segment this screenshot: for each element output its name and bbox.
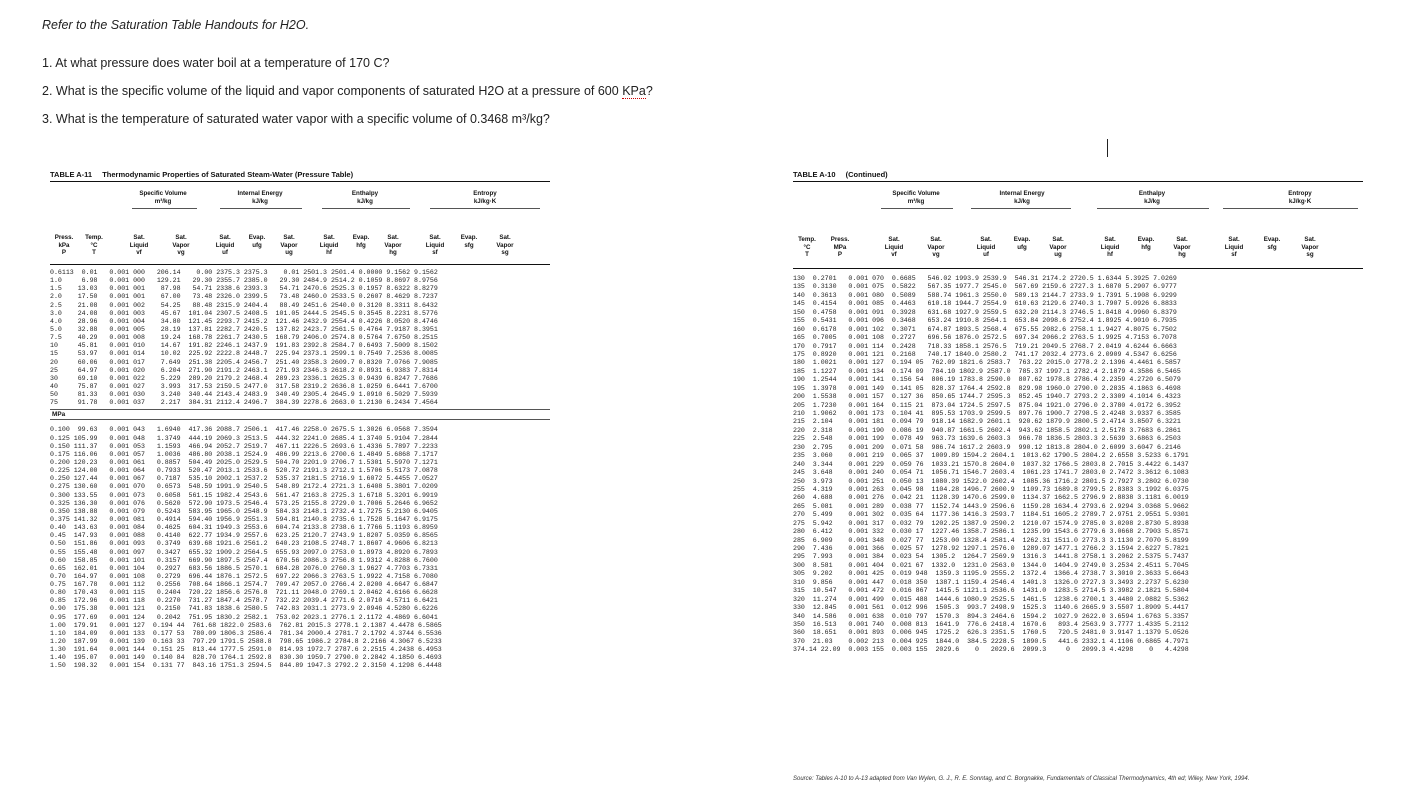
table-row: 0.200 120.23 0.001 061 0.8857 504.49 2025.0 2529.5 504.70 2201.9 2706.7 1.5301 5.5970 7.1271 bbox=[50, 458, 438, 466]
table-row: 0.75 167.78 0.001 112 0.2556 708.64 1866.1 2574.7 709.47 2057.0 2766.4 2.0200 4.6647 6.6847 bbox=[50, 581, 438, 589]
table-row: 270 5.499 0.001 302 0.035 64 1177.36 1416.3 2593.7 1184.51 1605.2 2789.7 2.9751 2.9551 5.9301 bbox=[793, 511, 1189, 519]
col-ug: Sat. Vapor ug bbox=[280, 234, 298, 256]
col-hfg: Evap. hfg bbox=[352, 234, 370, 249]
table-row: 30 69.10 0.001 022 5.229 289.20 2179.2 2468.4 289.23 2336.1 2625.3 0.9439 6.8247 7.7686 bbox=[50, 374, 438, 382]
table-row: 0.50 151.86 0.001 093 0.3749 639.68 1921.6 2561.2 640.23 2108.5 2748.7 1.8607 4.9606 6.8213 bbox=[50, 540, 438, 548]
table-row: 155 0.5431 0.001 096 0.3468 653.24 1910.8 2564.1 653.84 2098.6 2752.4 1.8925 4.9010 6.7935 bbox=[793, 317, 1177, 325]
table-row: 0.40 143.63 0.001 084 0.4625 604.31 1949.3 2553.6 604.74 2133.8 2738.6 1.7766 5.1193 6.8959 bbox=[50, 524, 438, 532]
table-row: 215 2.104 0.001 181 0.094 79 918.14 1682.9 2601.1 920.62 1879.9 2800.5 2.4714 3.8507 6.3221 bbox=[793, 418, 1181, 426]
table-row: 0.85 172.96 0.001 118 0.2270 731.27 1847.4 2578.7 732.22 2039.4 2771.6 2.0710 4.5711 6.6421 bbox=[50, 597, 438, 605]
table-row: 50 81.33 0.001 030 3.240 340.44 2143.4 2483.9 340.49 2305.4 2645.9 1.0910 6.5029 7.5939 bbox=[50, 391, 438, 399]
table-row: 260 4.688 0.001 276 0.042 21 1128.39 1470.6 2599.0 1134.37 1662.5 2796.9 2.8838 3.1181 6.0019 bbox=[793, 494, 1189, 502]
table-row: 285 6.909 0.001 348 0.027 77 1253.00 1328.4 2581.4 1262.31 1511.0 2773.3 3.1130 2.7070 5.8199 bbox=[793, 536, 1189, 544]
col-pressure: Press. MPa P bbox=[830, 236, 850, 258]
table-row: 20 60.06 0.001 017 7.649 251.38 2205.4 2456.7 251.40 2358.3 2609.7 0.8320 7.0766 7.9085 bbox=[50, 358, 438, 366]
table-row: 175 0.8920 0.001 121 0.2168 740.17 1840.0 2580.2 741.17 2032.4 2773.6 2.0909 4.5347 6.6256 bbox=[793, 350, 1177, 358]
table-row: 185 1.1227 0.001 134 0.174 09 784.10 1802.9 2587.0 785.37 1997.1 2782.4 2.1879 4.3586 6.5465 bbox=[793, 367, 1181, 375]
table-row: 195 1.3978 0.001 149 0.141 05 828.37 1764.4 2592.8 829.98 1960.0 2790.0 2.2835 4.1863 6.4698 bbox=[793, 384, 1181, 392]
col-hfg: Evap. hfg bbox=[1137, 236, 1155, 251]
table-row: 1.10 184.09 0.001 133 0.177 53 780.09 1806.3 2586.4 781.34 2000.4 2781.7 2.1792 4.3744 6.5536 bbox=[50, 629, 442, 637]
table-row: 370 21.03 0.002 213 0.004 925 1844.0 384.5 2228.5 1890.5 441.6 2332.1 4.1106 0.6865 4.7971 bbox=[793, 637, 1189, 645]
table-row: 315 10.547 0.001 472 0.016 867 1415.5 1121.1 2536.6 1431.0 1283.5 2714.5 3.3982 2.1821 5.5804 bbox=[793, 587, 1189, 595]
table-row: 2.5 21.08 0.001 002 54.25 88.48 2315.9 2404.4 88.49 2451.6 2540.0 0.3120 8.3311 8.6432 bbox=[50, 301, 438, 309]
table-row: 0.350 138.88 0.001 079 0.5243 583.95 1965.0 2548.9 584.33 2148.1 2732.4 1.7275 5.2130 6.9405 bbox=[50, 507, 438, 515]
group-internal-energy: Internal Energy kJ/kg bbox=[237, 190, 283, 205]
table-row: 230 2.795 0.001 209 0.071 58 986.74 1617.2 2603.9 990.12 1813.8 2804.0 2.6099 3.6047 6.2146 bbox=[793, 443, 1181, 451]
col-vg: Sat. Vapor vg bbox=[172, 234, 190, 256]
table-a11-mpa-rows bbox=[50, 426, 550, 670]
table-row: 1.40 195.07 0.001 149 0.140 84 828.70 1764.1 2592.8 830.30 1959.7 2790.0 2.2842 4.1850 6.4693 bbox=[50, 654, 442, 662]
table-row: 1.30 191.64 0.001 144 0.151 25 813.44 1777.5 2591.0 814.93 1972.7 2787.6 2.2515 4.2438 6.4953 bbox=[50, 646, 442, 654]
table-row: 0.45 147.93 0.001 088 0.4140 622.77 1934.9 2557.6 623.25 2120.7 2743.9 1.8207 5.0359 6.8565 bbox=[50, 532, 438, 540]
col-sf: Sat. Liquid sf bbox=[425, 234, 445, 256]
table-row: 220 2.318 0.001 190 0.086 19 940.87 1661.5 2602.4 943.62 1858.5 2802.1 2.5178 3.7683 6.2861 bbox=[793, 426, 1181, 434]
question-2-text: 2. What is the specific volume of the liquid and vapor components of saturated H2O at a pressure of 600 bbox=[42, 84, 619, 98]
table-a11-title: Thermodynamic Properties of Saturated Steam-Water (Pressure Table) bbox=[102, 170, 354, 179]
table-row: 374.14 22.09 0.003 155 0.003 155 2029.6 0 2029.6 2099.3 0 2099.3 4.4298 0 4.4298 bbox=[793, 646, 1189, 654]
table-row: 0.225 124.00 0.001 064 0.7933 520.47 2013.1 2533.6 520.72 2191.3 2712.1 1.5706 5.5173 7.0878 bbox=[50, 467, 438, 475]
table-row: 245 3.648 0.001 240 0.054 71 1056.71 1546.7 2603.4 1061.23 1741.7 2803.0 2.7472 3.3612 6.1083 bbox=[793, 469, 1189, 477]
table-row: 295 7.993 0.001 384 0.023 54 1305.2 1264.7 2569.9 1316.3 1441.8 2758.1 3.2062 2.5375 5.7437 bbox=[793, 553, 1189, 561]
table-row: 0.70 164.97 0.001 108 0.2729 696.44 1876.1 2572.5 697.22 2066.3 2763.5 1.9922 4.7158 6.7080 bbox=[50, 572, 438, 580]
table-row: 300 8.581 0.001 404 0.021 67 1332.0 1231.0 2563.0 1344.0 1404.9 2749.0 3.2534 2.4511 5.7045 bbox=[793, 561, 1189, 569]
table-row: 25 64.97 0.001 020 6.204 271.90 2191.2 2463.1 271.93 2346.3 2618.2 0.8931 6.9383 7.8314 bbox=[50, 366, 438, 374]
col-temperature: Temp. °C T bbox=[85, 234, 103, 256]
table-a11 bbox=[50, 170, 550, 671]
col-uf: Sat. Liquid uf bbox=[976, 236, 996, 258]
col-vf: Sat. Liquid vf bbox=[129, 234, 149, 256]
col-ug: Sat. Vapor ug bbox=[1049, 236, 1067, 258]
question-1: 1. At what pressure does water boil at a temperature of 170 C? bbox=[42, 56, 390, 70]
table-row: 305 9.202 0.001 425 0.019 948 1359.3 1195.9 2555.2 1372.4 1366.4 2738.7 3.3010 2.3633 5.6643 bbox=[793, 570, 1189, 578]
table-row: 190 1.2544 0.001 141 0.156 54 806.19 1783.8 2590.0 807.62 1978.8 2786.4 2.2359 4.2720 6.5079 bbox=[793, 376, 1181, 384]
table-row: 1.0 6.98 0.001 000 129.21 29.30 2355.7 2385.0 29.30 2484.9 2514.2 0.1059 8.8697 8.9756 bbox=[50, 277, 438, 285]
group-specific-volume: Specific Volume m³/kg bbox=[892, 190, 940, 205]
group-enthalpy: Enthalpy kJ/kg bbox=[351, 190, 379, 205]
table-row: 10 45.81 0.001 010 14.67 191.82 2246.1 2437.9 191.83 2392.8 2584.7 0.6493 7.5009 8.1502 bbox=[50, 342, 438, 350]
table-row: 150 0.4758 0.001 091 0.3928 631.68 1927.9 2559.5 632.20 2114.3 2746.5 1.8418 4.9960 6.8379 bbox=[793, 308, 1177, 316]
table-row: 0.95 177.69 0.001 124 0.2042 751.95 1830.2 2582.1 753.02 2023.1 2776.1 2.1172 4.4869 6.6041 bbox=[50, 613, 438, 621]
table-a11-label: TABLE A-11 bbox=[50, 170, 93, 179]
table-row: 265 5.081 0.001 289 0.038 77 1152.74 1443.9 2596.6 1159.28 1634.4 2793.6 2.9294 3.0368 5.9662 bbox=[793, 502, 1189, 510]
table-row: 0.65 162.01 0.001 104 0.2927 683.56 1886.5 2570.1 684.28 2076.0 2760.3 1.9627 4.7703 6.7331 bbox=[50, 564, 438, 572]
question-2-tail: ? bbox=[645, 84, 653, 98]
table-row: 0.100 99.63 0.001 043 1.6940 417.36 2088.7 2506.1 417.46 2258.0 2675.5 1.3026 6.0568 7.3594 bbox=[50, 426, 438, 434]
col-ufg: Evap. ufg bbox=[248, 234, 266, 249]
table-row: 1.50 198.32 0.001 154 0.131 77 843.16 1751.3 2594.5 844.89 1947.3 2792.2 2.3150 4.1298 6.4448 bbox=[50, 662, 442, 670]
table-row: 200 1.5538 0.001 157 0.127 36 850.65 1744.7 2595.3 852.45 1940.7 2793.2 2.3309 4.1014 6.4323 bbox=[793, 393, 1181, 401]
table-a10-title: (Continued) bbox=[845, 170, 888, 179]
table-a10 bbox=[793, 170, 1363, 655]
table-row: 250 3.973 0.001 251 0.050 13 1080.39 1522.0 2602.4 1085.36 1716.2 2801.5 2.7927 3.2802 6.0730 bbox=[793, 477, 1189, 485]
table-row: 0.55 155.48 0.001 097 0.3427 655.32 1909.2 2564.5 655.93 2097.0 2753.0 1.8973 4.8920 6.7893 bbox=[50, 548, 438, 556]
table-row: 140 0.3613 0.001 080 0.5089 588.74 1961.3 2550.0 589.13 2144.7 2733.9 1.7391 5.1908 6.9299 bbox=[793, 291, 1177, 299]
table-row: 320 11.274 0.001 499 0.015 488 1444.6 1080.9 2525.5 1461.5 1238.6 2700.1 3.4480 2.0882 5.5362 bbox=[793, 595, 1189, 603]
table-row: 75 91.78 0.001 037 2.217 384.31 2112.4 2496.7 384.39 2278.6 2663.0 1.2130 6.2434 7.4564 bbox=[50, 399, 438, 407]
table-a11-kpa-rows bbox=[50, 269, 550, 407]
col-sfg: Evap. sfg bbox=[1263, 236, 1281, 251]
col-hf: Sat. Liquid hf bbox=[1100, 236, 1120, 258]
col-sg: Sat. Vapor sg bbox=[496, 234, 514, 256]
table-row: 0.125 105.99 0.001 048 1.3749 444.19 2069.3 2513.5 444.32 2241.0 2685.4 1.3740 5.9104 7.2844 bbox=[50, 434, 438, 442]
col-sf: Sat. Liquid sf bbox=[1224, 236, 1244, 258]
table-row: 0.150 111.37 0.001 053 1.1593 466.94 2052.7 2519.7 467.11 2226.5 2693.6 1.4336 5.7897 7.2233 bbox=[50, 442, 438, 450]
group-internal-energy: Internal Energy kJ/kg bbox=[999, 190, 1045, 205]
col-sg: Sat. Vapor sg bbox=[1301, 236, 1319, 258]
table-a10-caption bbox=[793, 170, 1363, 182]
table-row: 135 0.3130 0.001 075 0.5822 567.35 1977.7 2545.0 567.69 2159.6 2727.3 1.6870 5.2907 6.9777 bbox=[793, 283, 1177, 291]
table-row: 2.0 17.50 0.001 001 67.00 73.48 2326.0 2399.5 73.48 2460.0 2533.5 0.2607 8.4629 8.7237 bbox=[50, 293, 438, 301]
col-hf: Sat. Liquid hf bbox=[319, 234, 339, 256]
table-row: 0.60 158.85 0.001 101 0.3157 669.90 1897.5 2567.4 670.56 2086.3 2756.8 1.9312 4.8288 6.7600 bbox=[50, 556, 438, 564]
question-2 bbox=[42, 84, 653, 98]
table-row: 235 3.060 0.001 219 0.065 37 1009.89 1594.2 2604.1 1013.62 1790.5 2804.2 2.6558 3.5233 6.1791 bbox=[793, 452, 1189, 460]
table-row: 4.0 28.96 0.001 004 34.80 121.45 2293.7 2415.2 121.46 2432.9 2554.4 0.4226 8.0520 8.4746 bbox=[50, 317, 438, 325]
table-row: 1.5 13.03 0.001 001 87.98 54.71 2338.6 2393.3 54.71 2470.6 2525.3 0.1957 8.6322 8.8279 bbox=[50, 285, 438, 293]
table-row: 165 0.7005 0.001 108 0.2727 696.56 1876.0 2572.5 697.34 2066.2 2763.5 1.9925 4.7153 6.7078 bbox=[793, 334, 1177, 342]
table-row: 130 0.2701 0.001 070 0.6685 546.02 1993.9 2539.9 546.31 2174.2 2720.5 1.6344 5.3925 7.0269 bbox=[793, 275, 1177, 282]
table-row: 330 12.845 0.001 561 0.012 996 1505.3 993.7 2498.9 1525.3 1140.6 2665.9 3.5507 1.8909 5.4417 bbox=[793, 604, 1189, 612]
table-row: 40 75.87 0.001 027 3.993 317.53 2159.5 2477.0 317.58 2319.2 2636.8 1.0259 6.6441 7.6700 bbox=[50, 382, 438, 390]
table-row: 340 14.586 0.001 638 0.010 797 1570.3 894.3 2464.6 1594.2 1027.9 2622.0 3.6594 1.6763 5.3357 bbox=[793, 612, 1189, 620]
col-vg: Sat. Vapor vg bbox=[927, 236, 945, 258]
col-pressure: Press. kPa P bbox=[54, 234, 74, 256]
table-row: 310 9.856 0.001 447 0.018 350 1387.1 1159.4 2546.4 1401.3 1326.0 2727.3 3.3493 2.2737 5.6230 bbox=[793, 578, 1189, 586]
table-row: 3.0 24.08 0.001 003 45.67 101.04 2307.5 2408.5 101.05 2444.5 2545.5 0.3545 8.2231 8.5776 bbox=[50, 309, 438, 317]
table-row: 210 1.9062 0.001 173 0.104 41 895.53 1703.9 2599.5 897.76 1900.7 2798.5 2.4248 3.9337 6.3585 bbox=[793, 410, 1181, 417]
table-row: 1.00 179.91 0.001 127 0.194 44 761.68 1822.0 2583.6 762.81 2015.3 2778.1 2.1387 4.4478 6.5865 bbox=[50, 621, 442, 629]
table-row: 280 6.412 0.001 332 0.030 17 1227.46 1358.7 2586.1 1235.99 1543.6 2779.6 3.0668 2.7903 5.8571 bbox=[793, 528, 1189, 536]
table-row: 5.0 32.88 0.001 005 28.19 137.81 2282.7 2420.5 137.82 2423.7 2561.5 0.4764 7.9187 8.3951 bbox=[50, 325, 438, 333]
table-row: 0.6113 0.01 0.001 000 206.14 0.00 2375.3 2375.3 0.01 2501.3 2501.4 0.0000 9.1562 9.1562 bbox=[50, 269, 438, 276]
table-a11-caption bbox=[50, 170, 550, 182]
table-row: 160 0.6178 0.001 102 0.3071 674.87 1893.5 2568.4 675.55 2082.6 2758.1 1.9427 4.8075 6.7502 bbox=[793, 325, 1177, 333]
group-specific-volume: Specific Volume m³/kg bbox=[139, 190, 187, 205]
group-entropy: Entropy kJ/kg·K bbox=[473, 190, 497, 205]
col-sfg: Evap. sfg bbox=[460, 234, 478, 249]
table-a11-unit-break: MPa bbox=[50, 409, 550, 420]
table-a11-header bbox=[50, 182, 550, 265]
table-a10-label: TABLE A-10 bbox=[793, 170, 836, 179]
table-row: 0.375 141.32 0.001 081 0.4914 594.40 1956.9 2551.3 594.81 2140.8 2735.6 1.7528 5.1647 6.9175 bbox=[50, 515, 438, 523]
table-row: 205 1.7230 0.001 164 0.115 21 873.04 1724.5 2597.5 875.04 1921.0 2796.0 2.3780 4.0172 6.3952 bbox=[793, 401, 1181, 409]
table-row: 0.300 133.55 0.001 073 0.6058 561.15 1982.4 2543.6 561.47 2163.8 2725.3 1.6718 5.3201 6.9919 bbox=[50, 491, 438, 499]
table-row: 7.5 40.29 0.001 008 19.24 168.78 2261.7 2430.5 168.79 2406.0 2574.8 0.5764 7.6750 8.2515 bbox=[50, 334, 438, 342]
table-row: 180 1.0021 0.001 127 0.194 05 762.09 1821.6 2583.7 763.22 2015.0 2778.2 2.1396 4.4461 6.5857 bbox=[793, 359, 1181, 367]
table-row: 0.80 170.43 0.001 115 0.2404 720.22 1856.6 2576.8 721.11 2048.0 2769.1 2.0462 4.6166 6.6628 bbox=[50, 589, 438, 597]
table-row: 240 3.344 0.001 229 0.059 76 1033.21 1570.8 2604.0 1037.32 1766.5 2803.8 2.7015 3.4422 6.1437 bbox=[793, 460, 1189, 468]
table-row: 15 53.97 0.001 014 10.02 225.92 2222.8 2448.7 225.94 2373.1 2599.1 0.7549 7.2536 8.0085 bbox=[50, 350, 438, 358]
col-hg: Sat. Vapor hg bbox=[1173, 236, 1191, 258]
table-a10-rows bbox=[793, 275, 1363, 655]
table-row: 170 0.7917 0.001 114 0.2428 718.33 1858.1 2576.5 719.21 2049.5 2768.7 2.0419 4.6244 6.6663 bbox=[793, 342, 1177, 350]
question-2-unit: KPa bbox=[622, 84, 646, 98]
col-vf: Sat. Liquid vf bbox=[884, 236, 904, 258]
col-temperature: Temp. °C T bbox=[798, 236, 816, 258]
table-row: 360 18.651 0.001 893 0.006 945 1725.2 626.3 2351.5 1760.5 720.5 2481.0 3.9147 1.1379 5.0526 bbox=[793, 629, 1189, 637]
col-hg: Sat. Vapor hg bbox=[384, 234, 402, 256]
table-row: 145 0.4154 0.001 085 0.4463 610.18 1944.7 2554.9 610.63 2129.6 2740.3 1.7907 5.0926 6.8833 bbox=[793, 300, 1177, 308]
intro-text: Refer to the Saturation Table Handouts for H2O. bbox=[42, 18, 310, 32]
table-row: 350 16.513 0.001 740 0.008 813 1641.9 776.6 2418.4 1670.6 893.4 2563.9 3.7777 1.4335 5.2112 bbox=[793, 620, 1189, 628]
question-3: 3. What is the temperature of saturated water vapor with a specific volume of 0.3468 m³/kg? bbox=[42, 112, 550, 126]
table-row: 275 5.942 0.001 317 0.032 79 1202.25 1387.9 2590.2 1210.07 1574.9 2785.0 3.0208 2.8730 5.8938 bbox=[793, 519, 1189, 527]
table-row: 290 7.436 0.001 366 0.025 57 1278.92 1297.1 2576.0 1289.07 1477.1 2766.2 3.1594 2.6227 5.7821 bbox=[793, 545, 1189, 552]
source-note: Source: Tables A-10 to A-13 adapted from Van Wylen, G. J., R. E. Sonntag, and C. Borgnakke, Fundamentals of Classical Thermodynamics, 4th ed; Wiley, New York, 1994. bbox=[793, 776, 1250, 782]
table-row: 0.175 116.06 0.001 057 1.0036 486.80 2038.1 2524.9 486.99 2213.6 2700.6 1.4849 5.6868 7.1717 bbox=[50, 450, 438, 458]
table-row: 0.275 130.60 0.001 070 0.6573 548.59 1991.9 2540.5 548.89 2172.4 2721.3 1.6408 5.3801 7.0209 bbox=[50, 483, 438, 491]
table-row: 255 4.319 0.001 263 0.045 98 1104.28 1496.7 2600.9 1109.73 1689.8 2799.5 2.8383 3.1992 6.0375 bbox=[793, 485, 1189, 493]
text-cursor bbox=[1107, 139, 1108, 157]
col-uf: Sat. Liquid uf bbox=[215, 234, 235, 256]
group-entropy: Entropy kJ/kg·K bbox=[1288, 190, 1312, 205]
table-a10-header bbox=[793, 182, 1363, 269]
table-row: 0.325 136.30 0.001 076 0.5620 572.90 1973.5 2546.4 573.25 2155.8 2729.0 1.7006 5.2646 6.9652 bbox=[50, 499, 438, 507]
group-enthalpy: Enthalpy kJ/kg bbox=[1138, 190, 1166, 205]
table-row: 1.20 187.99 0.001 139 0.163 33 797.29 1791.5 2588.8 798.65 1986.2 2784.8 2.2166 4.3067 6.5233 bbox=[50, 638, 442, 646]
table-row: 0.90 175.38 0.001 121 0.2150 741.83 1838.6 2580.5 742.83 2031.1 2773.9 2.0946 4.5280 6.6226 bbox=[50, 605, 438, 613]
col-ufg: Evap. ufg bbox=[1013, 236, 1031, 251]
table-row: 225 2.548 0.001 199 0.078 49 963.73 1639.6 2603.3 966.78 1836.5 2803.3 2.5639 3.6863 6.2503 bbox=[793, 435, 1181, 443]
table-row: 0.250 127.44 0.001 067 0.7187 535.10 2002.1 2537.2 535.37 2181.5 2716.9 1.6072 5.4455 7.0527 bbox=[50, 475, 438, 483]
